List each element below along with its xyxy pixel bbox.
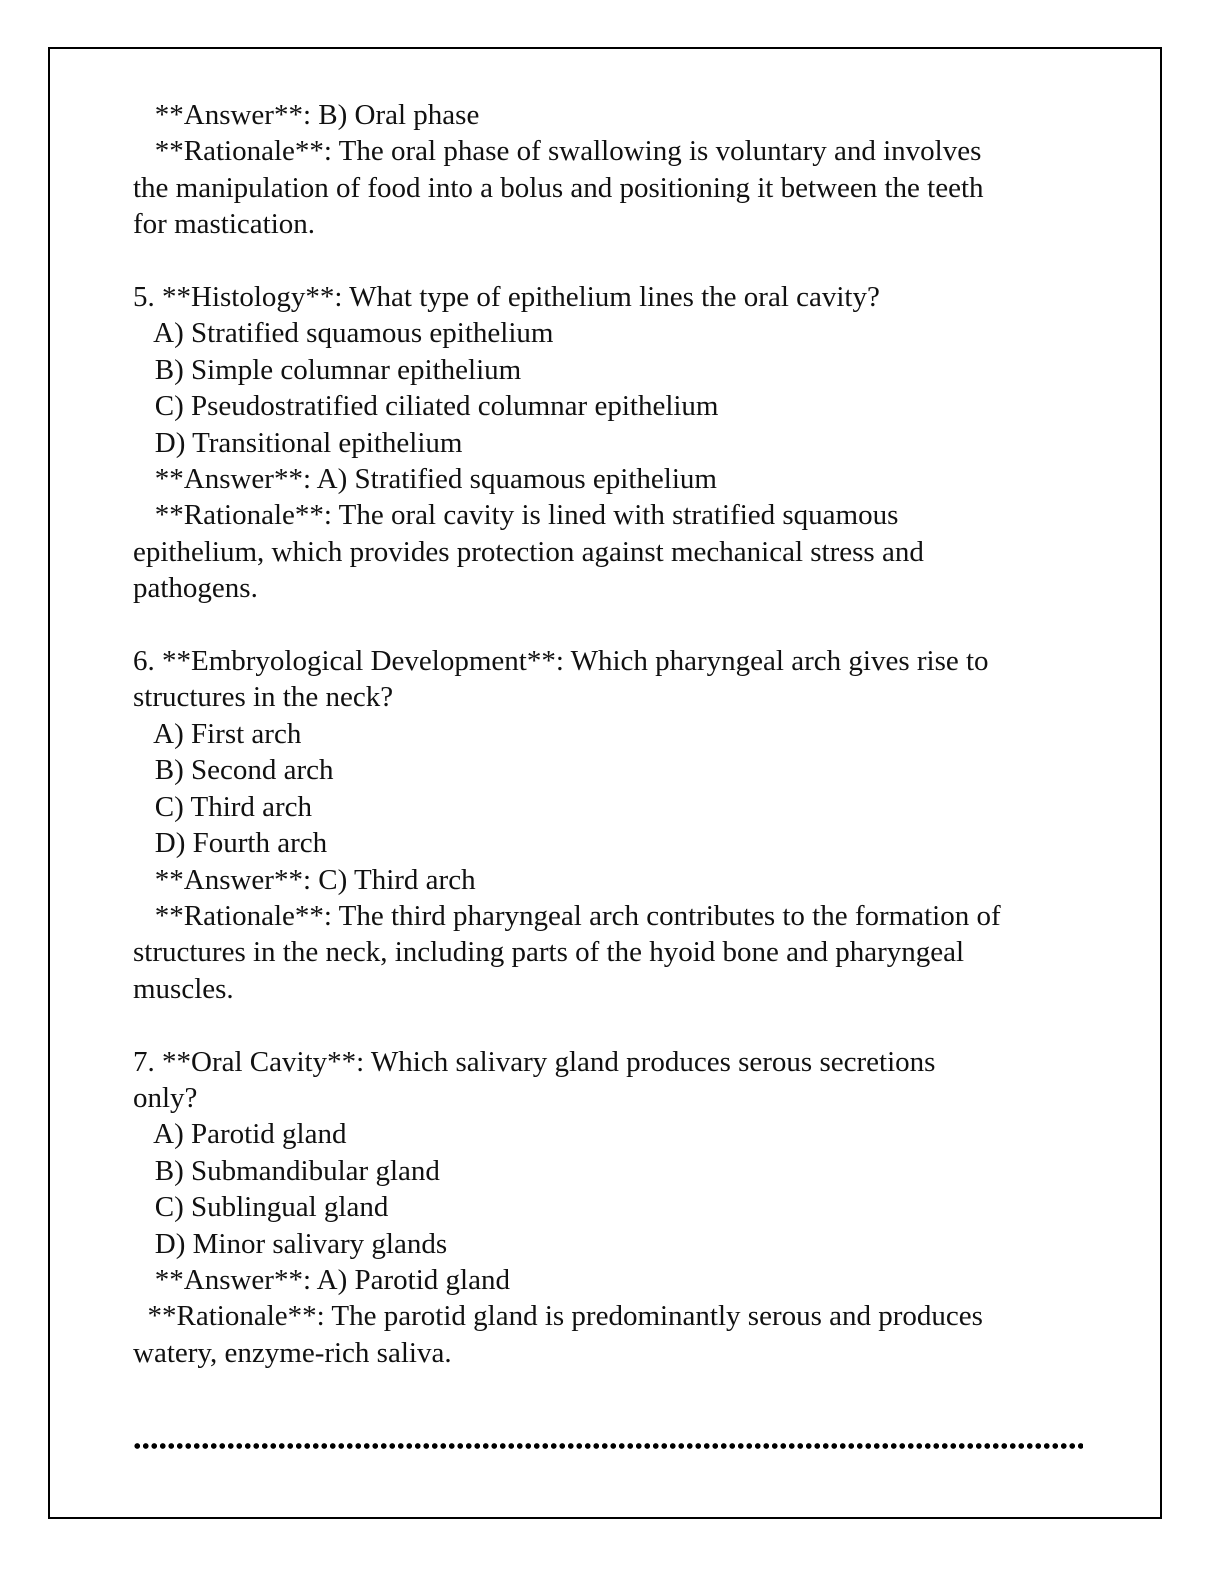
question-text: 7. **Oral Cavity**: Which salivary gland produces serous secretions (133, 1045, 936, 1078)
question-text: only? (133, 1081, 198, 1114)
rationale-line: the manipulation of food into a bolus and positioning it between the teeth (133, 171, 984, 204)
spacer (133, 243, 1093, 279)
option-d: D) Transitional epithelium (133, 426, 463, 459)
option-c: C) Third arch (133, 790, 313, 823)
question-text: 6. **Embryological Development**: Which pharyngeal arch gives rise to (133, 645, 989, 678)
question-text: 5. **Histology**: What type of epithelium lines the oral cavity? (133, 281, 880, 314)
document-body (133, 97, 1093, 1371)
rationale-line: **Rationale**: The oral cavity is lined with stratified squamous (133, 499, 899, 532)
rationale-line: pathogens. (133, 572, 258, 605)
dotted-separator (133, 1442, 1083, 1450)
question-4-continuation (133, 97, 1093, 243)
rationale-line: **Rationale**: The oral phase of swallowing is voluntary and involves (133, 135, 982, 168)
rationale-line: epithelium, which provides protection against mechanical stress and (133, 535, 924, 568)
rationale-line: structures in the neck, including parts of the hyoid bone and pharyngeal (133, 936, 965, 969)
option-a: A) Parotid gland (133, 1118, 347, 1151)
answer-line: **Answer**: A) Parotid gland (133, 1263, 510, 1296)
rationale-line: **Rationale**: The parotid gland is predominantly serous and produces (133, 1300, 983, 1333)
question-text: structures in the neck? (133, 681, 394, 714)
answer-line: **Answer**: B) Oral phase (133, 99, 480, 131)
option-b: B) Simple columnar epithelium (133, 353, 522, 386)
option-d: D) Minor salivary glands (133, 1227, 448, 1260)
option-c: C) Sublingual gland (133, 1191, 389, 1224)
option-d: D) Fourth arch (133, 827, 328, 860)
option-b: B) Submandibular gland (133, 1154, 440, 1187)
option-c: C) Pseudostratified ciliated columnar epithelium (133, 390, 719, 423)
rationale-line: muscles. (133, 972, 234, 1005)
answer-line: **Answer**: A) Stratified squamous epithelium (133, 463, 717, 496)
rationale-line: watery, enzyme-rich saliva. (133, 1336, 452, 1369)
rationale-line: **Rationale**: The third pharyngeal arch contributes to the formation of (133, 899, 1001, 932)
option-a: A) First arch (133, 717, 302, 750)
option-a: A) Stratified squamous epithelium (133, 317, 554, 350)
rationale-line: for mastication. (133, 208, 316, 241)
question-5 (133, 279, 1093, 607)
question-7 (133, 1044, 1093, 1372)
answer-line: **Answer**: C) Third arch (133, 863, 476, 896)
spacer (133, 1007, 1093, 1043)
option-b: B) Second arch (133, 754, 334, 787)
question-6 (133, 643, 1093, 1007)
spacer (133, 607, 1093, 643)
